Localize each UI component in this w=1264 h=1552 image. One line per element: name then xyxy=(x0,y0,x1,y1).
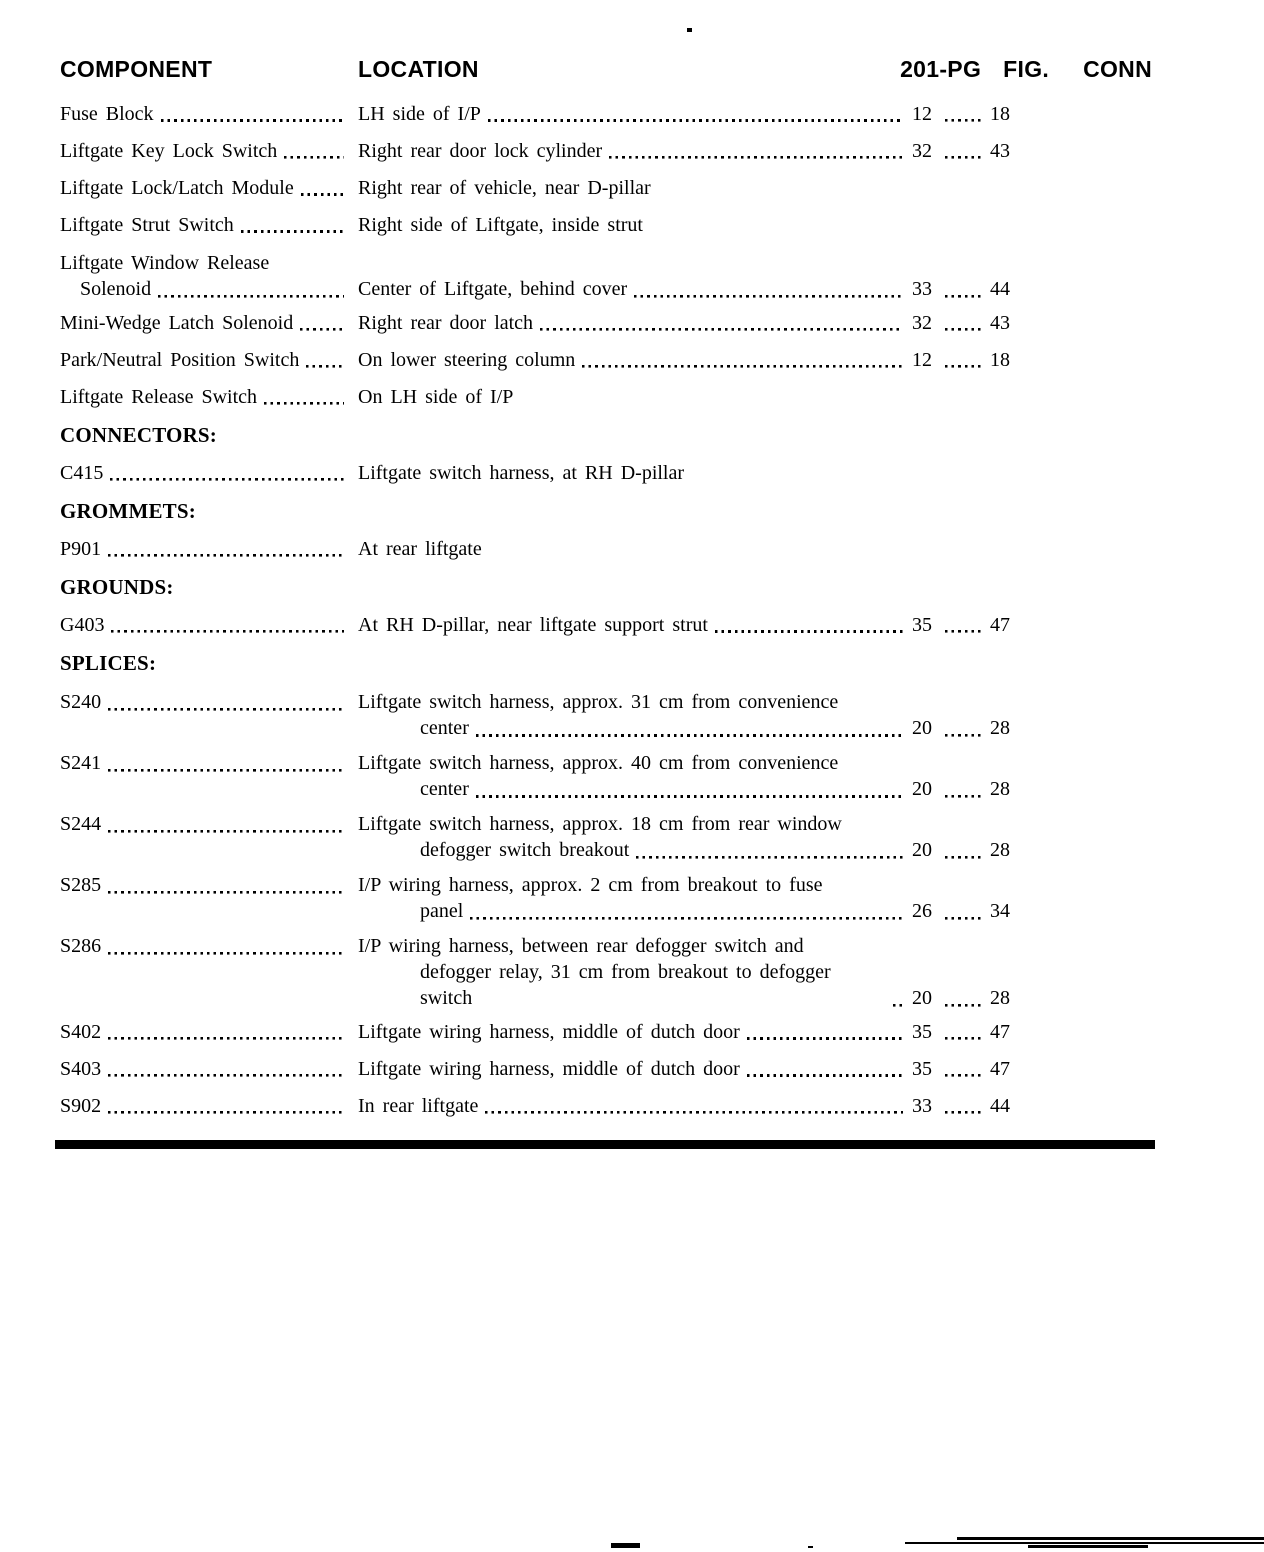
dot-leader-small xyxy=(945,630,983,633)
dot-leader-small xyxy=(945,295,983,298)
section-heading: CONNECTORS: xyxy=(60,423,218,447)
scan-artifact-line xyxy=(957,1537,1264,1540)
location-text: Liftgate switch harness, approx. 18 cm from rear window xyxy=(358,813,842,835)
scan-artifact-speck xyxy=(808,1546,813,1548)
dot-leader xyxy=(476,795,903,798)
conn-number: 47 xyxy=(990,614,1010,636)
location-cell xyxy=(358,537,1020,561)
fig-number: 20 xyxy=(912,778,932,800)
column-header-location: LOCATION xyxy=(358,56,479,82)
component-name: S244 xyxy=(60,813,102,835)
dot-leader xyxy=(582,365,903,368)
dot-leader xyxy=(108,708,344,711)
location-text: defogger switch breakout xyxy=(420,839,630,861)
component-name: Liftgate Lock/Latch Module xyxy=(60,177,294,199)
component-line xyxy=(60,750,358,776)
location-cell xyxy=(358,613,1020,637)
component-cell xyxy=(60,1020,358,1044)
location-line xyxy=(358,689,1020,715)
location-text: defogger relay, 31 cm from breakout to defogger switch xyxy=(420,961,831,1009)
location-cell xyxy=(358,176,1020,200)
fig-number: 32 xyxy=(912,312,932,334)
component-line xyxy=(60,139,358,163)
table-body xyxy=(60,102,1160,1118)
dot-leader-small xyxy=(945,917,983,920)
location-cell xyxy=(358,311,1020,335)
location-line xyxy=(358,898,1020,924)
fig-number: 20 xyxy=(912,717,932,739)
location-text: In rear liftgate xyxy=(358,1095,479,1117)
conn-number: 47 xyxy=(990,1021,1010,1043)
location-line xyxy=(358,276,1020,302)
component-name: S403 xyxy=(60,1058,102,1080)
dot-leader xyxy=(747,1037,903,1040)
location-line xyxy=(358,1094,1020,1118)
dot-leader xyxy=(108,1074,344,1077)
location-text: Right rear door latch xyxy=(358,312,534,334)
component-name: Liftgate Release Switch xyxy=(60,386,258,408)
table-row xyxy=(60,139,1020,163)
fig-number: 35 xyxy=(912,614,932,636)
dot-leader-small xyxy=(945,1037,983,1040)
fig-number: 33 xyxy=(912,278,932,300)
dot-leader xyxy=(108,830,344,833)
location-line xyxy=(358,139,1020,163)
conn-number: 28 xyxy=(990,778,1010,800)
table-row xyxy=(60,537,1020,561)
location-text: I/P wiring harness, between rear defogger switch and xyxy=(358,935,804,957)
table-row xyxy=(60,1094,1020,1118)
dot-leader xyxy=(158,295,344,298)
location-line xyxy=(358,1020,1020,1044)
component-line xyxy=(60,1094,358,1118)
component-cell xyxy=(60,176,358,200)
location-text: Liftgate switch harness, approx. 40 cm from convenience xyxy=(358,752,839,774)
location-cell xyxy=(358,213,1020,237)
conn-number: 18 xyxy=(990,103,1010,125)
component-name: Solenoid xyxy=(80,278,152,300)
section-heading: GROMMETS: xyxy=(60,499,196,523)
table-row xyxy=(60,811,1020,863)
location-text: Liftgate switch harness, at RH D-pillar xyxy=(358,462,685,484)
location-cell xyxy=(358,933,1020,1011)
component-line xyxy=(60,250,358,276)
component-cell xyxy=(60,461,358,485)
location-line xyxy=(358,461,1020,485)
dot-leader-small xyxy=(945,1111,983,1114)
table-row xyxy=(60,176,1020,200)
location-text: On lower steering column xyxy=(358,349,576,371)
dot-leader xyxy=(108,769,344,772)
table-row xyxy=(60,348,1020,372)
component-cell xyxy=(60,811,358,863)
component-line xyxy=(60,276,358,302)
location-text: On LH side of I/P xyxy=(358,386,514,408)
component-line xyxy=(60,311,358,335)
location-line xyxy=(358,102,1020,126)
dot-leader xyxy=(108,554,344,557)
location-text: Right rear of vehicle, near D-pillar xyxy=(358,177,651,199)
location-text: center xyxy=(420,717,469,739)
component-line xyxy=(60,613,358,637)
location-cell xyxy=(358,385,1020,409)
component-cell xyxy=(60,1057,358,1081)
component-line xyxy=(60,811,358,837)
location-cell xyxy=(358,811,1020,863)
fig-number: 35 xyxy=(912,1021,932,1043)
component-name: S285 xyxy=(60,874,102,896)
location-cell xyxy=(358,750,1020,802)
component-line xyxy=(60,689,358,715)
component-name: Fuse Block xyxy=(60,103,154,125)
component-cell xyxy=(60,139,358,163)
component-name: S402 xyxy=(60,1021,102,1043)
conn-number: 28 xyxy=(990,839,1010,861)
column-header-fig: FIG. xyxy=(1003,56,1050,82)
location-text: Right side of Liftgate, inside strut xyxy=(358,214,643,236)
table-header-row xyxy=(60,56,1152,82)
scan-artifact-line xyxy=(1028,1545,1148,1548)
location-cell xyxy=(358,348,1020,372)
location-line xyxy=(358,750,1020,776)
conn-number: 47 xyxy=(990,1058,1010,1080)
scan-artifact-dash xyxy=(611,1543,640,1548)
location-cell xyxy=(358,872,1020,924)
dot-leader-small xyxy=(945,856,983,859)
location-line xyxy=(358,837,1020,863)
location-text: Center of Liftgate, behind cover xyxy=(358,278,628,300)
dot-leader xyxy=(110,478,344,481)
dot-leader-small xyxy=(945,365,983,368)
location-text: Liftgate switch harness, approx. 31 cm from convenience xyxy=(358,691,839,713)
component-cell xyxy=(60,933,358,1011)
location-text: I/P wiring harness, approx. 2 cm from breakout to fuse xyxy=(358,874,823,896)
fig-number: 26 xyxy=(912,900,932,922)
dot-leader xyxy=(108,1037,344,1040)
location-cell xyxy=(358,276,1020,302)
dot-leader xyxy=(609,156,903,159)
column-header-group xyxy=(900,56,1152,82)
dot-leader xyxy=(108,952,344,955)
fig-number: 12 xyxy=(912,349,932,371)
conn-number: 28 xyxy=(990,717,1010,739)
dot-leader xyxy=(488,119,903,122)
component-cell xyxy=(60,213,358,237)
dot-leader-small xyxy=(945,328,983,331)
component-name: S286 xyxy=(60,935,102,957)
fig-number: 35 xyxy=(912,1058,932,1080)
location-line xyxy=(358,348,1020,372)
component-line xyxy=(60,1020,358,1044)
component-name: S902 xyxy=(60,1095,102,1117)
dot-leader xyxy=(636,856,903,859)
location-text: At rear liftgate xyxy=(358,538,482,560)
location-line xyxy=(358,959,1020,1011)
component-cell xyxy=(60,750,358,802)
dot-leader-small xyxy=(945,1004,983,1007)
location-line xyxy=(358,213,1020,237)
dot-leader xyxy=(241,230,344,233)
conn-number: 34 xyxy=(990,900,1010,922)
component-line xyxy=(60,933,358,959)
dot-leader xyxy=(300,328,344,331)
conn-number: 44 xyxy=(990,278,1010,300)
location-line xyxy=(358,715,1020,741)
component-line xyxy=(60,385,358,409)
dot-leader xyxy=(485,1111,903,1114)
conn-number: 43 xyxy=(990,312,1010,334)
location-cell xyxy=(358,102,1020,126)
component-cell xyxy=(60,385,358,409)
dot-leader xyxy=(108,1111,344,1114)
table-row xyxy=(60,750,1020,802)
fig-number: 33 xyxy=(912,1095,932,1117)
location-text: center xyxy=(420,778,469,800)
conn-number: 18 xyxy=(990,349,1010,371)
component-name: Liftgate Key Lock Switch xyxy=(60,140,278,162)
scan-artifact-line xyxy=(905,1542,1264,1544)
conn-number: 43 xyxy=(990,140,1010,162)
component-cell xyxy=(60,689,358,741)
component-cell xyxy=(60,872,358,924)
location-line xyxy=(358,537,1020,561)
dot-leader xyxy=(747,1074,903,1077)
fig-number: 12 xyxy=(912,103,932,125)
table-row xyxy=(60,613,1020,637)
location-line xyxy=(358,385,1020,409)
component-cell xyxy=(60,250,358,302)
dot-leader xyxy=(634,295,903,298)
fig-number: 20 xyxy=(912,987,932,1009)
component-name: S240 xyxy=(60,691,102,713)
table-row xyxy=(60,385,1020,409)
column-header-pg: 201-PG xyxy=(900,56,982,82)
component-name: Liftgate Window Release xyxy=(60,252,270,274)
component-name: C415 xyxy=(60,462,104,484)
dot-leader xyxy=(161,119,344,122)
dot-leader-small xyxy=(945,795,983,798)
location-line xyxy=(358,1057,1020,1081)
dot-leader xyxy=(715,630,903,633)
column-header-component: COMPONENT xyxy=(60,56,213,82)
component-cell xyxy=(60,102,358,126)
component-line xyxy=(60,872,358,898)
dot-leader xyxy=(301,193,344,196)
fig-number: 20 xyxy=(912,839,932,861)
location-text: Liftgate wiring harness, middle of dutch door xyxy=(358,1021,740,1043)
component-line xyxy=(60,348,358,372)
table-row xyxy=(60,1020,1020,1044)
location-text: At RH D-pillar, near liftgate support strut xyxy=(358,614,708,636)
component-name: Liftgate Strut Switch xyxy=(60,214,234,236)
dot-leader xyxy=(306,365,344,368)
dot-leader-small xyxy=(945,1074,983,1077)
horizontal-rule xyxy=(55,1140,1155,1149)
dot-leader xyxy=(893,1004,903,1007)
component-name: Mini-Wedge Latch Solenoid xyxy=(60,312,294,334)
location-cell xyxy=(358,1094,1020,1118)
dot-leader xyxy=(284,156,344,159)
section-heading: GROUNDS: xyxy=(60,575,174,599)
table-row xyxy=(60,250,1020,302)
component-line xyxy=(60,461,358,485)
location-cell xyxy=(358,461,1020,485)
column-header-conn: CONN xyxy=(1083,56,1152,82)
conn-number: 28 xyxy=(990,987,1010,1009)
location-text: Right rear door lock cylinder xyxy=(358,140,603,162)
location-text: panel xyxy=(420,900,464,922)
component-name: Park/Neutral Position Switch xyxy=(60,349,300,371)
location-cell xyxy=(358,1057,1020,1081)
component-line xyxy=(60,176,358,200)
table-row xyxy=(60,102,1020,126)
table-row xyxy=(60,461,1020,485)
location-line xyxy=(358,311,1020,335)
dot-leader-small xyxy=(945,119,983,122)
component-name: G403 xyxy=(60,614,105,636)
scan-artifact-speck xyxy=(687,28,692,32)
table-row xyxy=(60,213,1020,237)
component-cell xyxy=(60,1094,358,1118)
dot-leader xyxy=(108,891,344,894)
location-text: LH side of I/P xyxy=(358,103,481,125)
table-row xyxy=(60,872,1020,924)
component-line xyxy=(60,537,358,561)
table-row xyxy=(60,1057,1020,1081)
component-cell xyxy=(60,537,358,561)
location-cell xyxy=(358,689,1020,741)
component-cell xyxy=(60,311,358,335)
location-line xyxy=(358,872,1020,898)
component-name: S241 xyxy=(60,752,102,774)
dot-leader xyxy=(264,402,344,405)
conn-number: 44 xyxy=(990,1095,1010,1117)
location-cell xyxy=(358,1020,1020,1044)
components-table xyxy=(60,56,1160,1149)
component-line xyxy=(60,102,358,126)
dot-leader-small xyxy=(945,156,983,159)
location-text: Liftgate wiring harness, middle of dutch door xyxy=(358,1058,740,1080)
section-heading: SPLICES: xyxy=(60,651,157,675)
component-cell xyxy=(60,613,358,637)
location-line xyxy=(358,613,1020,637)
location-line xyxy=(358,776,1020,802)
location-line xyxy=(358,933,1020,959)
component-line xyxy=(60,1057,358,1081)
table-row xyxy=(60,311,1020,335)
component-line xyxy=(60,213,358,237)
dot-leader xyxy=(476,734,903,737)
fig-number: 32 xyxy=(912,140,932,162)
location-cell xyxy=(358,139,1020,163)
location-line xyxy=(358,176,1020,200)
table-row xyxy=(60,689,1020,741)
dot-leader-small xyxy=(945,734,983,737)
dot-leader xyxy=(470,917,903,920)
location-line xyxy=(358,811,1020,837)
table-row xyxy=(60,933,1020,1011)
dot-leader xyxy=(111,630,344,633)
component-name: P901 xyxy=(60,538,102,560)
component-cell xyxy=(60,348,358,372)
dot-leader xyxy=(540,328,903,331)
